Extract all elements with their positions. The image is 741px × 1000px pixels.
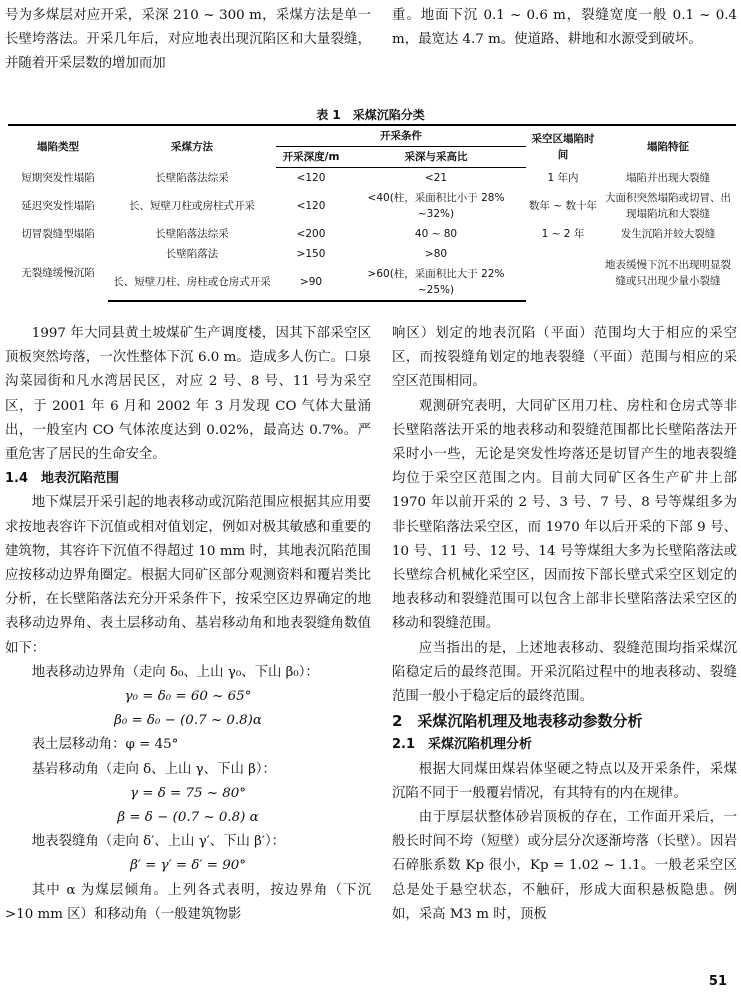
cell-depth: >90 <box>276 264 346 301</box>
cell-depth: <120 <box>296 200 326 212</box>
classification-table <box>8 124 736 302</box>
top-right-column <box>392 4 737 52</box>
cell-ratio: 40 ~ 80 <box>414 228 458 240</box>
header-ratio: 采深与采高比 <box>346 147 526 168</box>
equation-1: γ₀ = δ₀ = 60 ~ 65° <box>124 689 252 705</box>
cell-type: 切冒裂缝型塌陷 <box>21 228 95 240</box>
top-left-column <box>5 4 371 77</box>
cell-ratio: <21 <box>424 172 448 184</box>
crack-angle-label: 地表裂缝角（走向 δ′、上山 γ′、下山 β′）： <box>31 834 286 850</box>
boundary-angle-label: 地表移动边界角（走向 δ₀、上山 γ₀、下山 β₀）： <box>31 664 319 680</box>
cell-method: 长、短壁刀柱或房柱式开采 <box>129 200 255 212</box>
left-paragraph-2: 地下煤层开采引起的地表移动或沉陷范围应根据其应用要求按地表容许下沉值或相对值划定，例如对极其敏感和重要的建筑物，其容许下沉值不得超过 10 mm 时，其地表沉陷范围应按移动边界角圈定。根据大同矿区部分观测资料和覆岩类比分析，在长壁陷落法充分开采条件下，按采空区边界确定的地表移动边界角、表土层移动角、基岩移动角和地表裂缝角数值如下： <box>5 495 371 656</box>
right-paragraph-1: 响区）划定的地表沉陷（平面）范围均大于相应的采空区，而按裂缝角划定的地表裂缝（平面）范围与相应的采空区范围相同。 <box>392 326 737 390</box>
topsoil-angle-label: 表土层移动角：φ = 45° <box>31 737 179 753</box>
cell-method: 长壁陷落法 <box>165 248 219 260</box>
header-depth: 开采深度/m <box>276 147 346 168</box>
right-paragraph-5: 由于厚层状整体砂岩顶板的存在，工作面开采后，一般长时间不垮（短壁）或分层分次逐渐垮落（长壁）。因岩石碎胀系数 Kp 很小，Kp = 1.02 ~ 1.1。一般老采空区总是处于悬空状态，不触矸，形成大面积悬板隐患。例如，采高 M3 m 时，顶板 <box>392 810 737 922</box>
left-column <box>5 322 371 927</box>
section-heading-2-1: 2.1 采煤沉陷机理分析 <box>392 737 533 753</box>
section-heading-1-4: 1.4 地表沉陷范围 <box>5 471 120 487</box>
right-column <box>392 322 737 927</box>
equation-4: β = δ − (0.7 ~ 0.8) α <box>117 810 259 826</box>
header-feature: 塌陷特征 <box>600 125 736 168</box>
header-conditions: 开采条件 <box>276 125 526 147</box>
cell-type: 无裂缝缓慢沉陷 <box>21 266 95 279</box>
table-row <box>8 168 736 189</box>
section-heading-2: 2 采煤沉陷机理及地表移动参数分析 <box>392 712 643 731</box>
header-method: 采煤方法 <box>108 125 276 168</box>
cell-ratio: >60(柱，采面积比大于 22% ~25%) <box>346 264 526 301</box>
right-paragraph-3: 应当指出的是，上述地表移动、裂缝范围均指采煤沉陷稳定后的最终范围。开采沉陷过程中的地表移动、裂缝范围一般小于稳定后的最终范围。 <box>392 640 737 705</box>
equation-5: β′ = γ′ = δ′ = 90° <box>130 858 246 874</box>
table-caption: 表 1 采煤沉陷分类 <box>316 108 425 122</box>
cell-method: 长壁陷落法综采 <box>155 228 229 240</box>
equation-2: β₀ = δ₀ − (0.7 ~ 0.8)α <box>114 713 262 729</box>
right-paragraph-4: 根据大同煤田煤岩体坚硬之特点以及开采条件，采煤沉陷不同于一般覆岩情况，有其特有的内在规律。 <box>392 761 737 801</box>
cell-time <box>526 244 600 301</box>
cell-feature: 发生沉陷并较大裂缝 <box>620 228 716 240</box>
cell-time: 1 ~ 2 年 <box>541 228 585 240</box>
header-time: 采空区塌陷时间 <box>526 125 600 168</box>
cell-type: 延迟突发性塌陷 <box>21 200 95 212</box>
top-right-paragraph: 重。地面下沉 0.1 ~ 0.6 m，裂缝宽度一般 0.1 ~ 0.4 m，最宽达 4.7 m。使道路、耕地和水源受到破坏。 <box>392 8 737 48</box>
left-paragraph-3: 其中 α 为煤层倾角。上列各式表明，按边界角（下沉 >10 mm 区）和移动角（一般建筑物影 <box>5 882 371 922</box>
bedrock-angle-label: 基岩移动角（走向 δ、上山 γ、下山 β）： <box>31 761 276 777</box>
page-number: 51 <box>708 974 727 989</box>
cell-depth: >150 <box>296 248 326 260</box>
right-paragraph-2: 观测研究表明，大同矿区用刀柱、房柱和仓房式等非长壁陷落法开采的地表移动和裂缝范围都比长壁陷落法开采时小一些，无论是突发性垮落还是切冒产生的地表裂缝均位于采空区范围之内。目前大同矿区各生产矿井上部 1970 年以前开采的 2 号、3 号、7 号、8 号等煤组多为非长壁陷落法采空区，而 1970 年以后开采的下部 9 号、10 号、11 号、12 号、14 号等煤组大多为长壁陷落法或长壁综合机械化采空区，因而按下部长壁式采空区划定的地表移动和裂缝范围可以包含上部非长壁陷落法采空区的移动和裂缝范围。 <box>392 398 737 632</box>
equation-3: γ = δ = 75 ~ 80° <box>129 785 247 801</box>
cell-feature: 塌陷并出现大裂缝 <box>626 171 710 184</box>
left-paragraph-1: 1997 年大同县黄土坡煤矿生产调度楼，因其下部采空区顶板突然垮落，一次性整体下沉 6.0 m。造成多人伤亡。口泉沟菜园街和凡水湾居民区，对应 2 号、8 号、11 号为采空区，于 2001 年 6 月和 2002 年 3 月发现 CO 气体大量涌出，一般室内 CO 气体浓度达到 0.02%，最高达 0.7%。严重危害了居民的生命安全。 <box>5 326 371 463</box>
cell-depth: <120 <box>296 172 326 184</box>
cell-feature: 大面积突然塌陷或切冒、出现塌陷坑和大裂缝 <box>605 192 731 220</box>
cell-ratio: >80 <box>424 248 448 260</box>
cell-time: 数年 ~ 数十年 <box>529 200 597 212</box>
cell-type: 短期突发性塌陷 <box>21 171 95 184</box>
top-left-paragraph: 号为多煤层对应开采，采深 210 ~ 300 m，采煤方法是单一长壁垮落法。开采几年后，对应地表出现沉陷区和大量裂缝，并随着开采层数的增加而加 <box>5 8 371 72</box>
cell-method: 长、短壁刀柱、房柱或仓房式开采 <box>108 264 276 301</box>
cell-method: 长壁陷落法综采 <box>155 171 229 184</box>
cell-time: 1 年内 <box>547 171 579 184</box>
table-row <box>8 244 736 264</box>
cell-ratio: <40(柱，采面积比小于 28% ~32%) <box>367 192 505 220</box>
table-row <box>8 224 736 244</box>
cell-depth: <200 <box>296 228 326 240</box>
table-row <box>8 188 736 224</box>
header-type: 塌陷类型 <box>8 125 108 168</box>
cell-feature: 地表缓慢下沉不出现明显裂缝或只出现少量小裂缝 <box>605 258 731 287</box>
